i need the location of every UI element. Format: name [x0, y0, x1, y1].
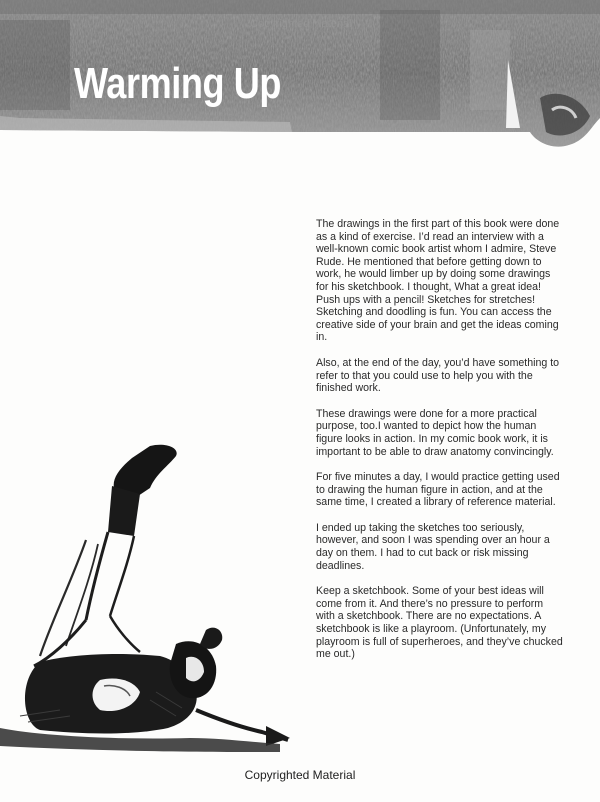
footer-watermark: Copyrighted Material	[244, 768, 356, 782]
paragraph: Also, at the end of the day, you’d have something to refer to that you could use to help you with the finished work.	[316, 356, 560, 395]
paragraph: For five minutes a day, I would practice getting used to drawing the human figure in action, and at the same time, I created a library of reference material.	[316, 471, 560, 509]
body-text	[316, 218, 564, 674]
paragraph: I ended up taking the sketches too seriously, however, and soon I was spending over an hour a day on them. I had to cut back or risk missing deadlines.	[316, 521, 550, 572]
header-banner	[0, 0, 600, 150]
header-watermark: Copyrighted Material	[250, 18, 352, 30]
figure-sketch	[0, 440, 300, 760]
chapter-title: Warming Up	[74, 59, 282, 108]
paragraph: Keep a sketchbook. Some of your best ideas will come from it. And there’s no pressure to perform with a sketchbook. There are no expectations. A sketchbook is like a playroom. (Unfortunately, my playroom is full of superheroes, and they’ve chucked me out.)	[316, 585, 563, 661]
paragraph: These drawings were done for a more practical purpose, too.I wanted to depict how the human figure looks in action. In my comic book work, it is important to be able to draw anatomy convincingly.	[316, 407, 554, 458]
paragraph: The drawings in the first part of this book were done as a kind of exercise. I’d read an interview with a well-known comic book artist whom I admire, Steve Rude. He mentioned that before getting down to work, he would limber up by doing some drawings for his sketchbook. I thought, What a great idea! Push ups with a pencil! Sketches for stretches! Sketching and doodling is fun. You can access the creative side of your brain and get the ideas coming in.	[316, 218, 560, 344]
